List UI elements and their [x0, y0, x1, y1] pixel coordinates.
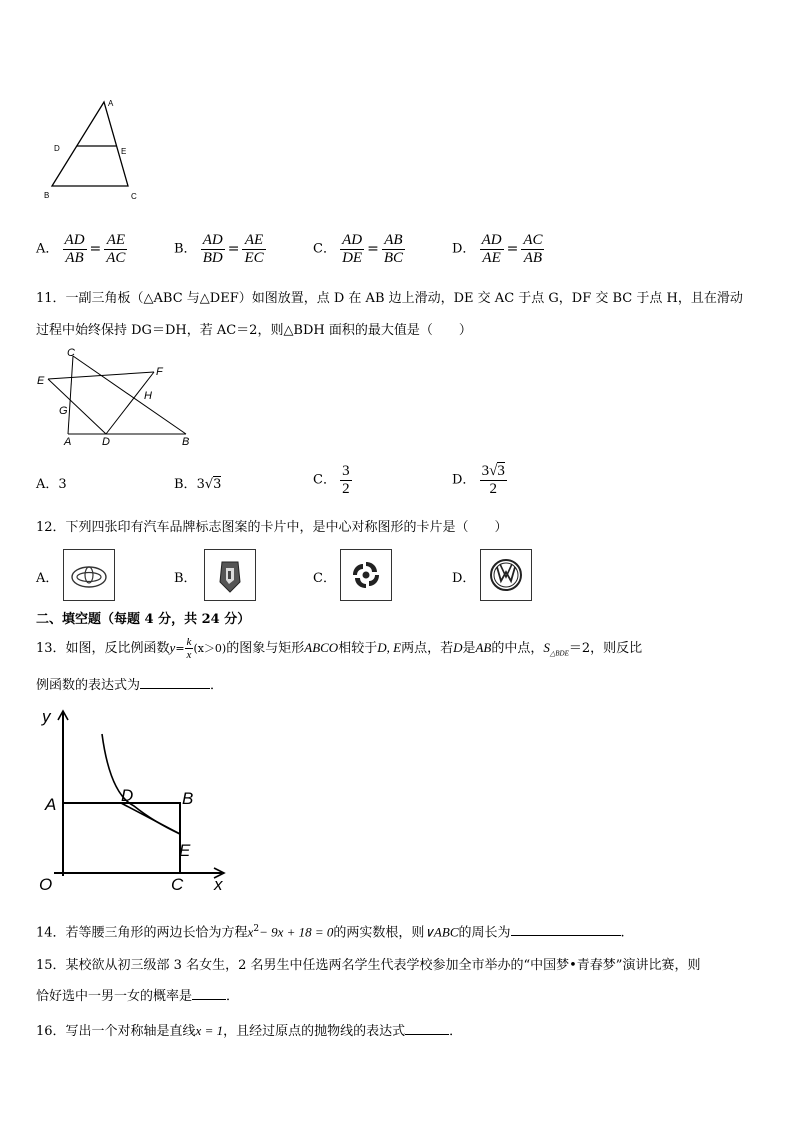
- fraction: $\frac{AE}{EC}$: [244, 232, 264, 266]
- option-letter: C．: [313, 241, 336, 257]
- q10-option-a[interactable]: A． $\frac{AD}{AB}$ = $\frac{AE}{AC}$: [36, 232, 126, 266]
- q16-text: 16．写出一个对称轴是直线x = 1，且经过原点的抛物线的表达式 ．: [36, 1015, 758, 1048]
- label-O: O: [39, 875, 53, 894]
- fraction: $\frac{AD}{AB}$: [64, 232, 85, 266]
- q11-option-d[interactable]: D． $\frac{3√3}{2}$: [452, 463, 505, 497]
- q12-card-a[interactable]: [63, 549, 115, 601]
- q10-triangle-figure: [36, 96, 156, 206]
- q11-option-a[interactable]: A．3: [36, 477, 67, 492]
- label-E: E: [37, 375, 45, 387]
- q10-option-c[interactable]: C． $\frac{AD}{DE}$ = $\frac{AB}{BC}$: [313, 232, 403, 266]
- label-B: B: [182, 436, 190, 448]
- q11-text-line1: 11．一副三角板（△ABC 与△DEF）如图放置，点 D 在 AB 边上滑动，DE 交 AC 于点 G，DF 交 BC 于点 H，且在滑动: [36, 291, 743, 306]
- label-D: D: [121, 786, 134, 805]
- q15-text-line2: 恰好选中一男一女的概率是 ．: [36, 981, 758, 1013]
- q14-text: 14．若等腰三角形的两边长恰为方程$x^2- 9x + 18 = 0$的两实数根，则∨ABC的周长为 .: [36, 913, 758, 949]
- q12-option-d-letter: D．: [452, 571, 476, 586]
- fraction: $\frac{AC}{AB}$: [523, 232, 543, 266]
- q12-option-c-letter: C．: [313, 571, 336, 586]
- label-A: A: [108, 99, 114, 108]
- label-G: G: [59, 405, 68, 417]
- label-D: D: [54, 144, 60, 153]
- option-letter: A．: [36, 241, 59, 257]
- label-D: D: [102, 436, 110, 448]
- label-B: B: [182, 789, 194, 808]
- q13-text-line1: 13．如图，反比例函数y= $\frac{k}{x}$ (x＞0)的图象与矩形ABCO相较于D, E两点，若D是AB的中点，$S_{\triangle BDE}=2$，则反比: [36, 635, 643, 661]
- fraction: $\frac{AB}{BC}$: [383, 232, 403, 266]
- sqrt-symbol: √: [204, 477, 214, 492]
- label-C: C: [131, 192, 137, 201]
- q12-option-b-letter: B．: [174, 571, 197, 586]
- label-C: C: [171, 875, 184, 894]
- fraction: $\frac{k}{x}$: [186, 635, 192, 661]
- axis-label-x: x: [214, 875, 223, 894]
- section-heading: 二、填空题（每题 4 分，共 24 分）: [36, 612, 251, 627]
- label-B: B: [44, 191, 50, 200]
- label-F: F: [156, 366, 163, 378]
- answer-blank[interactable]: [192, 985, 226, 1000]
- q12-option-a-letter: A．: [36, 571, 59, 586]
- answer-blank[interactable]: [511, 921, 621, 936]
- swirl-logo-icon: [341, 550, 391, 600]
- q10-option-d[interactable]: D． $\frac{AD}{AE}$ = $\frac{AC}{AB}$: [452, 232, 543, 266]
- fraction: $\frac{AD}{AE}$: [481, 232, 502, 266]
- fraction: $\frac{AD}{BD}$: [202, 232, 223, 266]
- option-letter: B．: [174, 241, 197, 257]
- answer-blank[interactable]: [405, 1020, 449, 1035]
- label-A: A: [64, 436, 72, 448]
- q11-option-b[interactable]: B．3√3: [174, 477, 222, 492]
- option-letter: D．: [452, 241, 476, 257]
- q12-text: 12．下列四张印有汽车品牌标志图案的卡片中，是中心对称图形的卡片是（ ）: [36, 520, 508, 535]
- q11-figure: [36, 344, 206, 450]
- volkswagen-logo-icon: [481, 550, 531, 600]
- label-E: E: [179, 841, 191, 860]
- fraction: $\frac{AD}{DE}$: [342, 232, 363, 266]
- label-A: A: [45, 795, 57, 814]
- fraction: $\frac{AE}{AC}$: [106, 232, 126, 266]
- q10-option-b[interactable]: B． $\frac{AD}{BD}$ = $\frac{AE}{EC}$: [174, 232, 264, 266]
- fraction: $\frac{3√3}{2}$: [481, 463, 505, 497]
- label-E: E: [121, 147, 127, 156]
- brand-shield-logo-icon: [205, 550, 255, 600]
- axis-label-y: y: [42, 707, 51, 726]
- q12-card-b[interactable]: [204, 549, 256, 601]
- q13-text-line2: 例函数的表达式为 ．: [36, 670, 758, 702]
- toyota-logo-icon: [64, 550, 114, 600]
- q12-card-d[interactable]: [480, 549, 532, 601]
- q12-card-c[interactable]: [340, 549, 392, 601]
- q11-text-line2: 过程中始终保持 DG＝DH，若 AC＝2，则△BDH 面积的最大值是（ ）: [36, 323, 472, 338]
- label-H: H: [144, 390, 152, 402]
- q13-graph: [36, 706, 236, 898]
- answer-blank[interactable]: [140, 674, 210, 689]
- label-C: C: [67, 347, 75, 359]
- q15-text-line1: 15．某校欲从初三级部 3 名女生，2 名男生中任选两名学生代表学校参加全市举办的“中国梦•青春梦”演讲比赛，则: [36, 958, 701, 973]
- q11-option-c[interactable]: C． $\frac{3}{2}$: [313, 463, 350, 497]
- fraction: $\frac{3}{2}$: [342, 463, 350, 497]
